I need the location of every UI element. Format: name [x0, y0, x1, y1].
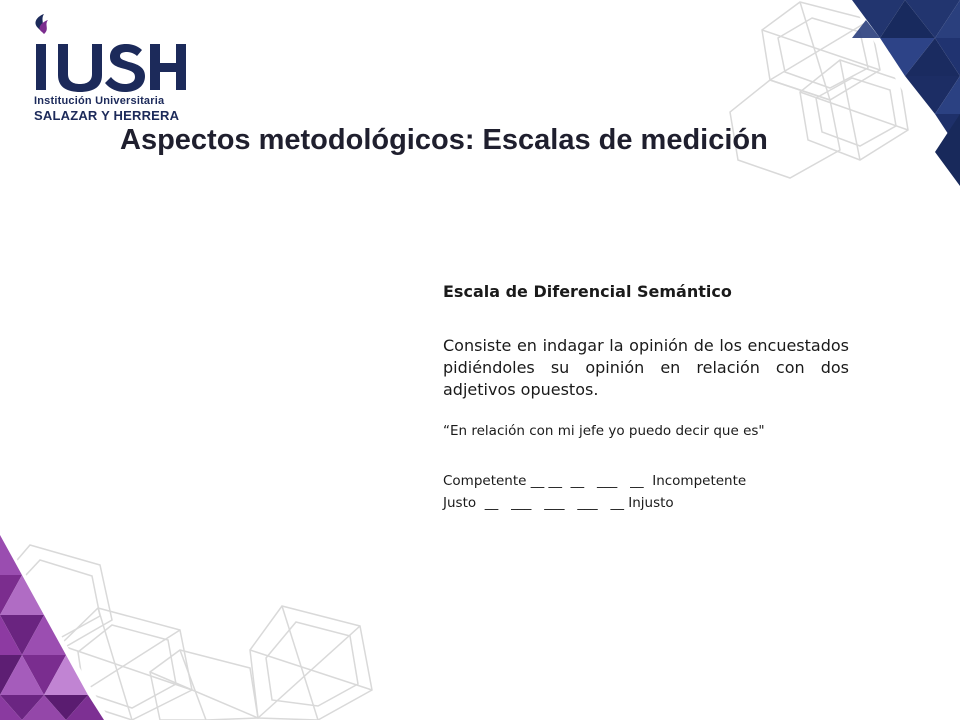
logo-name-line: SALAZAR Y HERRERA	[34, 108, 180, 123]
slide-title: Aspectos metodológicos: Escalas de medición	[120, 124, 768, 156]
iush-logo	[30, 14, 190, 124]
description-paragraph: Consiste en indagar la opinión de los encuestados pidiéndoles su opinión en relación con dos adjetivos opuestos.	[443, 336, 849, 399]
purple-triangle-pattern	[0, 530, 110, 720]
scale-line-justo: Justo __ ___ ___ ___ __ Injusto	[443, 495, 674, 511]
iush-logo-mark-icon	[30, 14, 190, 94]
section-heading: Escala de Diferencial Semántico	[443, 282, 732, 301]
scale-line-competente: Competente __ __ __ ___ __ Incompetente	[443, 473, 747, 489]
slide-content	[443, 282, 849, 514]
example-quote: “En relación con mi jefe yo puedo decir que es"	[443, 423, 765, 439]
logo-institution-line: Institución Universitaria	[34, 95, 165, 107]
